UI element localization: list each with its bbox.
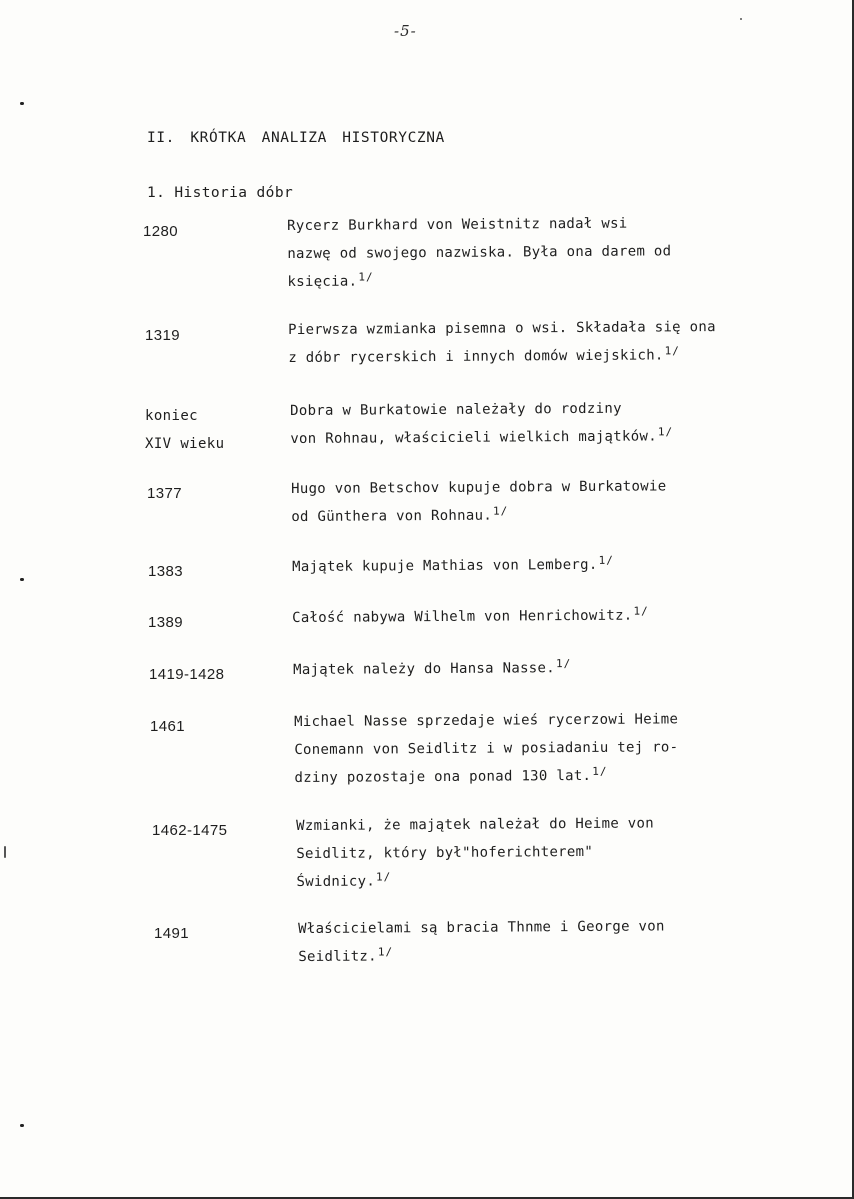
entry-year: 1491 [154, 925, 189, 942]
entry-text-line: z dóbr rycerskich i innych domów wiejskich. [288, 347, 664, 366]
entry-text [294, 704, 815, 792]
entry-text [298, 911, 818, 971]
entry-year-line: XIV wieku [145, 436, 225, 452]
entry-text-line: Seidlitz, który był"hoferichterem" [296, 843, 594, 862]
footnote-marker: 1/ [598, 553, 614, 567]
footnote-marker: 1/ [555, 657, 572, 671]
entry-text [290, 393, 810, 453]
entry-year: 1280 [143, 223, 178, 240]
entry-text-line: Właścicielami są bracia Thnme i George von [298, 918, 665, 937]
entry-text-line: Pierwsza wzmianka pisemna o wsi. Składała się ona [288, 319, 716, 338]
entry-year-line: koniec [145, 408, 198, 424]
subsection-heading: 1. Historia dóbr [147, 185, 294, 201]
entry-text-line: Majątek kupuje Mathias von Lemberg. [292, 556, 598, 575]
footnote-marker: 1/ [492, 504, 509, 518]
entry-text-line: Majątek należy do Hansa Nasse. [293, 660, 556, 678]
entry-year: 1461 [150, 718, 185, 735]
page-number: -5- [394, 22, 417, 40]
entry-year [145, 402, 224, 458]
scan-speck [4, 846, 6, 858]
entry-text-line: dziny pozostaje ona ponad 130 lat. [294, 767, 592, 786]
footnote-marker: 1/ [592, 764, 608, 778]
entry-text [291, 471, 811, 531]
entry-text [287, 208, 808, 296]
footnote-marker: 1/ [657, 425, 674, 439]
entry-text-line: od Günthera von Rohnau. [291, 507, 493, 525]
entry-year: 1389 [148, 614, 183, 631]
section-heading: II. KRÓTKA ANALIZA HISTORYCZNA [147, 130, 445, 146]
entry-text [293, 652, 813, 684]
entry-text-line: Wzmianki, że majątek należał do Heime von [296, 815, 655, 834]
entry-text-line: Hugo von Betschov kupuje dobra w Burkatowie [291, 478, 667, 497]
entry-text-line: nazwę od swojego nazwiska. Była ona darem od [287, 243, 672, 262]
entry-text [292, 600, 812, 632]
binder-mark [20, 578, 24, 581]
entry-text-line: Świdnicy. [296, 873, 376, 890]
entry-text [288, 312, 808, 372]
entry-text-line: Dobra w Burkatowie należały do rodziny [290, 400, 622, 419]
entry-year: 1462-1475 [152, 822, 228, 839]
entry-text [292, 549, 812, 581]
scan-speck [740, 18, 742, 20]
entry-text-line: Całość nabywa Wilhelm von Henrichowitz. [292, 607, 633, 626]
footnote-marker: 1/ [375, 870, 392, 884]
entry-year: 1319 [145, 327, 180, 344]
entry-year: 1377 [147, 485, 182, 502]
entry-text [296, 808, 817, 896]
footnote-marker: 1/ [377, 945, 394, 959]
binder-mark [20, 1124, 24, 1127]
footnote-marker: 1/ [664, 344, 680, 358]
entry-text-line: Michael Nasse sprzedaje wieś rycerzowi Heime [294, 711, 679, 730]
entry-year: 1419-1428 [149, 666, 225, 683]
footnote-marker: 1/ [633, 604, 649, 618]
binder-mark [20, 102, 24, 105]
footnote-marker: 1/ [358, 270, 374, 284]
entry-text-line: von Rohnau, właścicieli wielkich majątków. [290, 428, 657, 447]
entry-year: 1383 [148, 563, 183, 580]
entry-text-line: księcia. [287, 273, 358, 290]
entry-text-line: Conemann von Seidlitz i w posiadaniu tej ro- [294, 739, 679, 758]
entry-text-line: Rycerz Burkhard von Weistnitz nadał wsi [287, 215, 628, 234]
entry-text-line: Seidlitz. [298, 948, 377, 965]
